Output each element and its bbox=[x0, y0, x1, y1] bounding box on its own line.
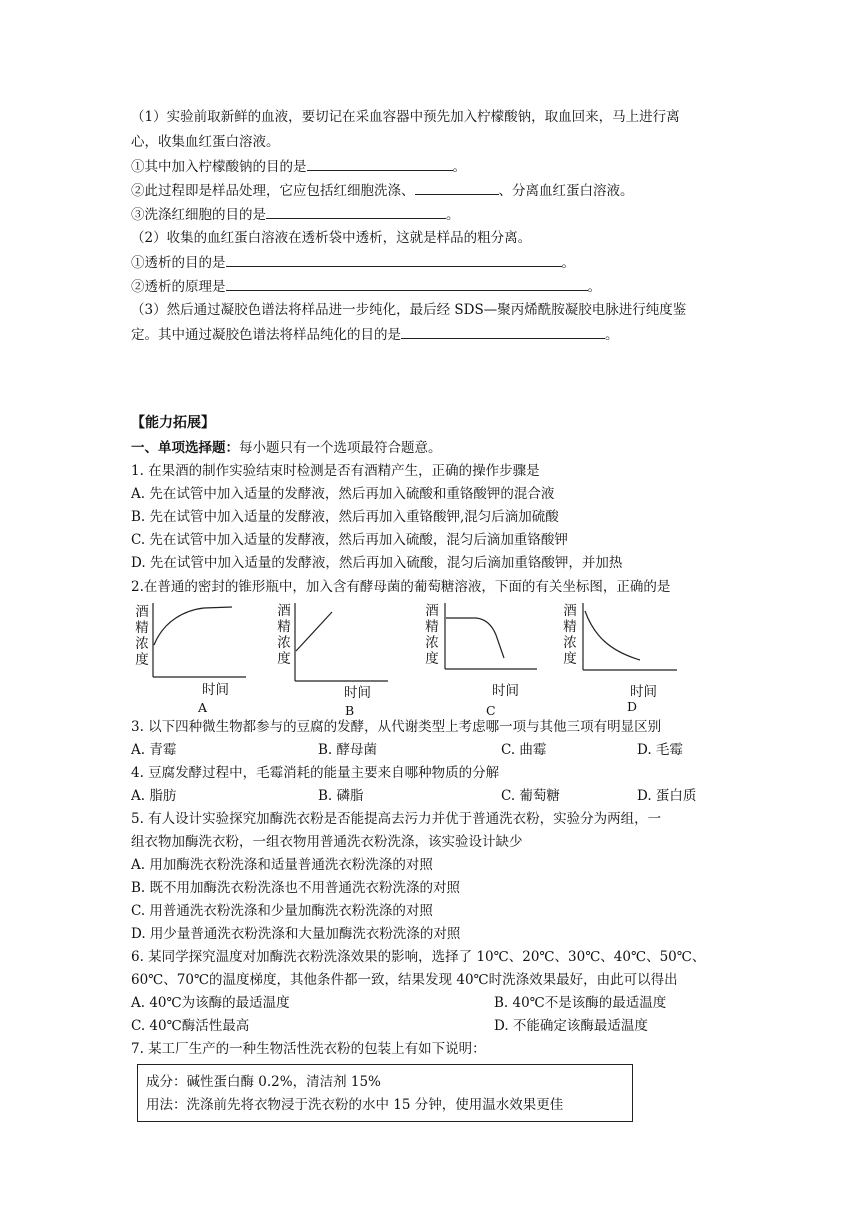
q1-option-b: B. 先在试管中加入适量的发酵液，然后再加入重铬酸钾,混匀后滴加硫酸 bbox=[131, 509, 559, 525]
graph-c-plot bbox=[424, 603, 554, 693]
q5-option-d: D. 用少量普通洗衣粉洗涤和大量加酶洗衣粉洗涤的对照 bbox=[131, 926, 461, 942]
section-subtitle bbox=[131, 439, 442, 457]
q5-option-a: A. 用加酶洗衣粉洗涤和适量普通洗衣粉洗涤的对照 bbox=[131, 857, 433, 873]
part1-q3 bbox=[131, 205, 460, 224]
graph-a-plot bbox=[134, 598, 264, 688]
product-label-line2: 用法：洗涤前先将衣物浸于洗衣粉的水中 15 分钟，使用温水效果更佳 bbox=[146, 1097, 564, 1113]
q1-option-a: A. 先在试管中加入适量的发酵液，然后再加入硫酸和重铬酸钾的混合液 bbox=[131, 486, 555, 502]
graph-ylabel: 酒 精 浓 度 bbox=[425, 603, 439, 667]
part1-p2-q2 bbox=[131, 277, 601, 296]
graph-ylabel: 酒 精 浓 度 bbox=[135, 604, 149, 668]
graph-a bbox=[134, 598, 264, 713]
period: 。 bbox=[561, 255, 575, 271]
section-subtitle-rest: 每小题只有一个选项最符合题意。 bbox=[239, 440, 442, 456]
graph-xlabel: 时间 bbox=[630, 684, 657, 700]
part1-q2 bbox=[131, 181, 634, 200]
part1-line2: 心，收集血红蛋白溶液。 bbox=[131, 134, 280, 150]
period: 。 bbox=[587, 279, 601, 295]
q6-stem-line2: 60℃、70℃的温度梯度，其他条件都一致，结果发现 40℃时洗涤效果最好，由此可以得出 bbox=[131, 972, 678, 988]
q3-option-c: C. 曲霉 bbox=[501, 742, 547, 758]
graph-letter-d: D bbox=[627, 699, 638, 714]
graph-letter-a: A bbox=[198, 700, 208, 715]
graph-xlabel: 时间 bbox=[202, 682, 229, 698]
part1-q2-text-a: ②此过程即是样品处理，它应包括红细胞洗涤、 bbox=[131, 183, 415, 199]
graph-d-plot bbox=[562, 603, 692, 693]
section-title: 【能力拓展】 bbox=[131, 415, 215, 431]
graph-c bbox=[424, 603, 554, 718]
part1-p3-text: 定。其中通过凝胶色谱法将样品纯化的目的是 bbox=[131, 327, 401, 343]
part1-q3-text: ③洗涤红细胞的目的是 bbox=[131, 207, 266, 223]
q4-option-c: C. 葡萄糖 bbox=[501, 788, 560, 804]
answer-blank[interactable] bbox=[226, 277, 588, 291]
graph-d bbox=[562, 603, 692, 718]
part1-q1 bbox=[131, 157, 466, 176]
section-subtitle-bold: 一、单项选择题： bbox=[131, 440, 239, 456]
q3-option-b: B. 酵母菌 bbox=[318, 742, 378, 758]
q1-option-c: C. 先在试管中加入适量的发酵液，然后再加入硫酸，混匀后滴加重铬酸钾 bbox=[131, 532, 568, 548]
q1-stem: 1. 在果酒的制作实验结束时检测是否有酒精产生，正确的操作步骤是 bbox=[131, 463, 540, 479]
q4-option-a: A. 脂肪 bbox=[131, 788, 177, 804]
q5-option-c: C. 用普通洗衣粉洗涤和少量加酶洗衣粉洗涤的对照 bbox=[131, 903, 433, 919]
part1-p3-line2 bbox=[131, 325, 619, 344]
q6-option-d: D. 不能确定该酶最适温度 bbox=[494, 1018, 648, 1034]
q6-option-c: C. 40℃酶活性最高 bbox=[131, 1018, 250, 1034]
q5-stem-line2: 组衣物加酶洗衣粉，一组衣物用普通洗衣粉洗涤，该实验设计缺少 bbox=[131, 834, 523, 850]
answer-blank[interactable] bbox=[307, 157, 453, 171]
q6-option-b: B. 40℃不是该酶的最适温度 bbox=[494, 995, 667, 1011]
q1-option-d: D. 先在试管中加入适量的发酵液，然后再加入硫酸，混匀后滴加重铬酸钾，并加热 bbox=[131, 555, 623, 571]
product-label-line1: 成分：碱性蛋白酶 0.2%，清洁剂 15% bbox=[146, 1074, 381, 1090]
graph-xlabel: 时间 bbox=[344, 685, 371, 701]
q6-stem-line1: 6. 某同学探究温度对加酶洗衣粉洗涤效果的影响，选择了 10℃、20℃、30℃、40℃、50℃、 bbox=[131, 949, 706, 965]
q3-option-d: D. 毛霉 bbox=[637, 742, 683, 758]
part1-line1: （1）实验前取新鲜的血液，要切记在采血容器中预先加入柠檬酸钠，取血回来，马上进行离 bbox=[131, 109, 680, 125]
graph-ylabel: 酒 精 浓 度 bbox=[563, 603, 577, 667]
answer-blank[interactable] bbox=[415, 181, 499, 195]
answer-blank[interactable] bbox=[401, 325, 605, 339]
part1-p3-line1: （3）然后通过凝胶色谱法将样品进一步纯化，最后经 SDS—聚丙烯酰胺凝胶电脉进行纯度鉴 bbox=[131, 302, 687, 318]
q5-option-b: B. 既不用加酶洗衣粉洗涤也不用普通洗衣粉洗涤的对照 bbox=[131, 880, 461, 896]
period: 。 bbox=[452, 159, 466, 175]
product-label-box bbox=[137, 1064, 633, 1122]
part1-p2-q2-text: ②透析的原理是 bbox=[131, 279, 226, 295]
q4-stem: 4. 豆腐发酵过程中，毛霉消耗的能量主要来自哪种物质的分解 bbox=[131, 765, 500, 781]
period: 。 bbox=[446, 207, 460, 223]
q6-option-a: A. 40℃为该酶的最适温度 bbox=[131, 995, 290, 1011]
part1-q2-text-b: 、分离血红蛋白溶液。 bbox=[498, 183, 634, 199]
q5-stem-line1: 5. 有人设计实验探究加酶洗衣粉是否能提高去污力并优于普通洗衣粉，实验分为两组，一 bbox=[131, 811, 662, 827]
period: 。 bbox=[605, 327, 619, 343]
q4-option-b: B. 磷脂 bbox=[318, 788, 364, 804]
graph-b-plot bbox=[276, 603, 406, 693]
q3-stem: 3. 以下四种微生物都参与的豆腐的发酵，从代谢类型上考虑哪一项与其他三项有明显区别 bbox=[131, 719, 662, 735]
part1-p2: （2）收集的血红蛋白溶液在透析袋中透析，这就是样品的粗分离。 bbox=[131, 230, 532, 246]
part1-q1-text: ①其中加入柠檬酸钠的目的是 bbox=[131, 159, 307, 175]
q2-stem: 2.在普通的密封的锥形瓶中，加入含有酵母菌的葡萄糖溶液，下面的有关坐标图，正确的是 bbox=[131, 579, 671, 595]
q7-stem: 7. 某工厂生产的一种生物活性洗衣粉的包装上有如下说明： bbox=[131, 1041, 486, 1057]
part1-p2-q1 bbox=[131, 253, 575, 272]
graph-xlabel: 时间 bbox=[492, 683, 519, 699]
graph-ylabel: 酒 精 浓 度 bbox=[277, 603, 291, 667]
part1-p2-q1-text: ①透析的目的是 bbox=[131, 255, 226, 271]
q4-option-d: D. 蛋白质 bbox=[637, 788, 697, 804]
graph-b bbox=[276, 603, 406, 718]
graph-letter-b: B bbox=[345, 703, 355, 718]
answer-blank[interactable] bbox=[266, 205, 446, 219]
answer-blank[interactable] bbox=[226, 253, 562, 267]
graph-letter-c: C bbox=[486, 703, 496, 718]
q3-option-a: A. 青霉 bbox=[131, 742, 177, 758]
